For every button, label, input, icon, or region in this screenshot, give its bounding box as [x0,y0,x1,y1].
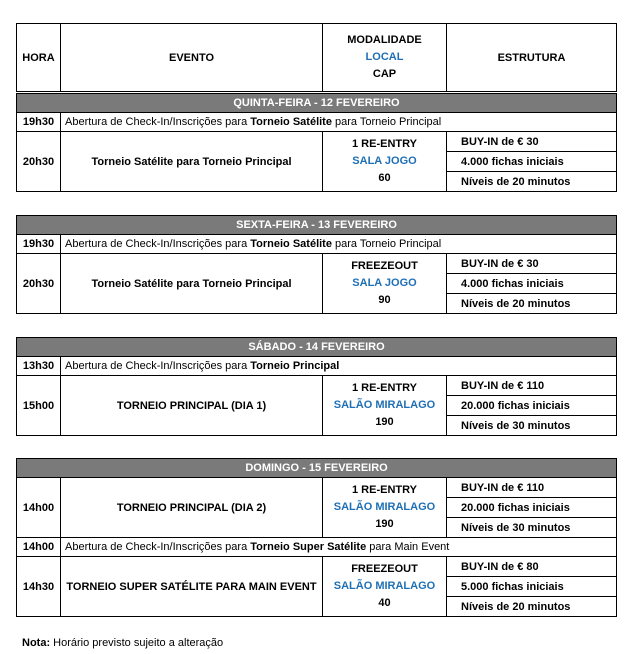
event-buyin: BUY-IN de € 110 [447,478,617,498]
event-niveis: Níveis de 30 minutos [447,416,617,436]
event2-name: TORNEIO SUPER SATÉLITE PARA MAIN EVENT [61,557,323,617]
footnote [22,637,223,649]
checkin-bold-text: Torneio Satélite [250,116,332,128]
event-cap: 60 [378,172,391,184]
checkin-description [61,538,617,557]
event2-niveis: Níveis de 20 minutos [447,597,617,617]
checkin-description [61,357,617,376]
event-modalidade-type: FREEZEOUT [351,260,418,272]
event-modalidade-type: 1 RE-ENTRY [352,382,417,394]
checkin-text-end: para Torneio Principal [331,116,442,128]
footnote-label: Nota: [22,637,51,649]
event-cap: 190 [375,416,394,428]
event-hora: 14h00 [17,478,61,538]
event-buyin: BUY-IN de € 30 [447,132,617,152]
checkin-hora: 13h30 [17,357,61,376]
event-local: SALÃO MIRALAGO [333,399,436,411]
header-cap-label: CAP [372,68,397,80]
event-local: SALÃO MIRALAGO [333,501,436,513]
event-modalidade [323,376,447,436]
event2-modalidade [323,557,447,617]
event-niveis: Níveis de 20 minutos [447,172,617,192]
event-modalidade [323,254,447,314]
header-table [16,23,617,92]
day-table-sabado [16,337,617,436]
event-modalidade [323,478,447,538]
event2-modalidade-type: FREEZEOUT [351,563,418,575]
event-name: TORNEIO PRINCIPAL (DIA 2) [61,478,323,538]
day-title: SEXTA-FEIRA - 13 FEVEREIRO [17,216,617,235]
event-local: SALA JOGO [352,155,417,167]
checkin-hora: 14h00 [17,538,61,557]
header-local-label: LOCAL [365,51,404,63]
event-name: Torneio Satélite para Torneio Principal [61,132,323,192]
day-title: DOMINGO - 15 FEVEREIRO [17,459,617,478]
header-evento: EVENTO [61,24,323,92]
header-estrutura: ESTRUTURA [447,24,617,92]
event-niveis: Níveis de 20 minutos [447,294,617,314]
event-buyin: BUY-IN de € 30 [447,254,617,274]
footnote-text: Horário previsto sujeito a alteração [50,637,224,649]
checkin-hora: 19h30 [17,235,61,254]
event-modalidade-type: 1 RE-ENTRY [352,138,417,150]
event-niveis: Níveis de 30 minutos [447,518,617,538]
checkin-text: Abertura de Check-In/Inscrições para [65,116,251,128]
event-name: TORNEIO PRINCIPAL (DIA 1) [61,376,323,436]
event2-buyin: BUY-IN de € 80 [447,557,617,577]
checkin-bold-text: Torneio Satélite [250,238,332,250]
checkin-text: Abertura de Check-In/Inscrições para [65,360,251,372]
event-name: Torneio Satélite para Torneio Principal [61,254,323,314]
event-cap: 90 [378,294,391,306]
day-title: SÁBADO - 14 FEVEREIRO [17,338,617,357]
event-fichas: 4.000 fichas iniciais [447,152,617,172]
event-fichas: 4.000 fichas iniciais [447,274,617,294]
checkin-bold-text: Torneio Principal [250,360,340,372]
checkin-bold-text: Torneio Super Satélite [250,541,367,553]
event2-fichas: 5.000 fichas iniciais [447,577,617,597]
event2-hora: 14h30 [17,557,61,617]
header-modalidade-label: MODALIDADE [347,34,422,46]
checkin-text: Abertura de Check-In/Inscrições para [65,541,251,553]
checkin-description [61,235,617,254]
event-modalidade [323,132,447,192]
header-hora: HORA [17,24,61,92]
day-table-quinta [16,93,617,192]
checkin-text: Abertura de Check-In/Inscrições para [65,238,251,250]
event2-cap: 40 [378,597,391,609]
checkin-text-end: para Torneio Principal [331,238,442,250]
event-modalidade-type: 1 RE-ENTRY [352,484,417,496]
day-table-domingo [16,458,617,617]
event-hora: 20h30 [17,254,61,314]
event-fichas: 20.000 fichas iniciais [447,498,617,518]
day-title: QUINTA-FEIRA - 12 FEVEREIRO [17,94,617,113]
day-table-sexta [16,215,617,314]
event-local: SALA JOGO [352,277,417,289]
event-hora: 15h00 [17,376,61,436]
event2-local: SALÃO MIRALAGO [333,580,436,592]
checkin-hora: 19h30 [17,113,61,132]
event-cap: 190 [375,518,394,530]
event-fichas: 20.000 fichas iniciais [447,396,617,416]
checkin-text-end: para Main Event [366,541,450,553]
header-modalidade [323,24,447,92]
checkin-description [61,113,617,132]
event-buyin: BUY-IN de € 110 [447,376,617,396]
event-hora: 20h30 [17,132,61,192]
